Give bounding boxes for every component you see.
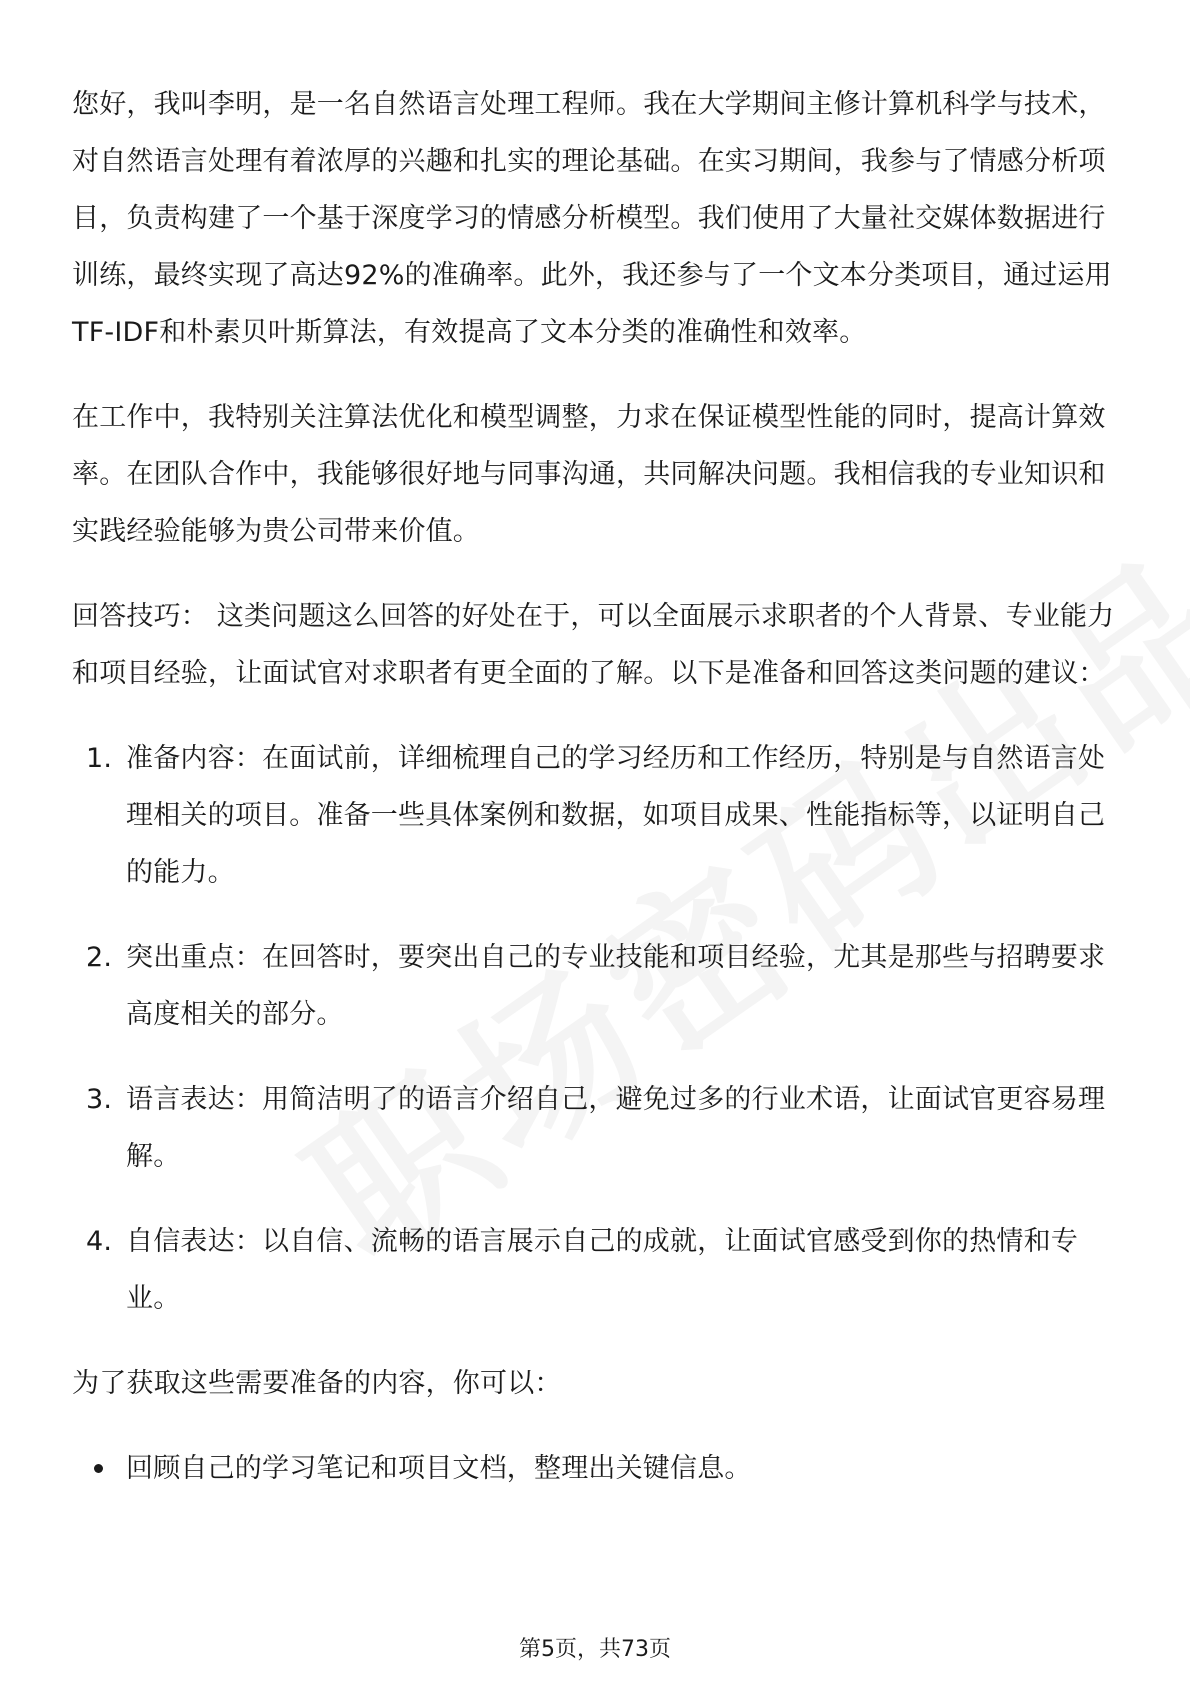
list-item (72, 730, 1122, 901)
bullet-item-text: 回顾自己的学习笔记和项目文档，整理出关键信息。 (126, 1453, 752, 1484)
bullet-dot-icon (94, 1464, 103, 1473)
work-paragraph: 在工作中，我特别关注算法优化和模型调整，力求在保证模型性能的同时，提高计算效率。在团队合作中，我能够很好地与同事沟通，共同解决问题。我相信我的专业知识和实践经验能够为贵公司带来价值。 (72, 402, 1106, 547)
closing-paragraph: 为了获取这些需要准备的内容，你可以： (72, 1368, 562, 1399)
list-item-number: 2. (86, 942, 113, 973)
tips-paragraph: 回答技巧： 这类问题这么回答的好处在于，可以全面展示求职者的个人背景、专业能力和项目经验，让面试官对求职者有更全面的了解。以下是准备和回答这类问题的建议： (72, 601, 1115, 689)
document-body (72, 76, 1122, 1497)
list-item-text: 自信表达：以自信、流畅的语言展示自己的成就，让面试官感受到你的热情和专业。 (126, 1226, 1078, 1314)
list-item (72, 1071, 1122, 1185)
page-number-footer: 第5页，共73页 (519, 1637, 671, 1662)
intro-paragraph: 您好，我叫李明，是一名自然语言处理工程师。我在大学期间主修计算机科学与技术，对自然语言处理有着浓厚的兴趣和扎实的理论基础。在实习期间，我参与了情感分析项目，负责构建了一个基于深度学习的情感分析模型。我们使用了大量社交媒体数据进行训练，最终实现了高达92%的准确率。此外，我还参与了一个文本分类项目，通过运用TF-IDF和朴素贝叶斯算法，有效提高了文本分类的准确性和效率。 (72, 89, 1112, 348)
list-item-text: 突出重点：在回答时，要突出自己的专业技能和项目经验，尤其是那些与招聘要求高度相关的部分。 (126, 942, 1106, 1030)
bullet-item (72, 1440, 1122, 1497)
list-item (72, 929, 1122, 1043)
list-item-number: 3. (86, 1084, 113, 1115)
list-item-text: 准备内容：在面试前，详细梳理自己的学习经历和工作经历，特别是与自然语言处理相关的项目。准备一些具体案例和数据，如项目成果、性能指标等，以证明自己的能力。 (126, 743, 1106, 888)
bullet-list (72, 1440, 1122, 1497)
list-item-number: 1. (86, 743, 113, 774)
advice-list (72, 730, 1122, 1327)
list-item-text: 语言表达：用简洁明了的语言介绍自己，避免过多的行业术语，让面试官更容易理解。 (126, 1084, 1106, 1172)
list-item (72, 1213, 1122, 1327)
list-item-number: 4. (86, 1226, 113, 1257)
